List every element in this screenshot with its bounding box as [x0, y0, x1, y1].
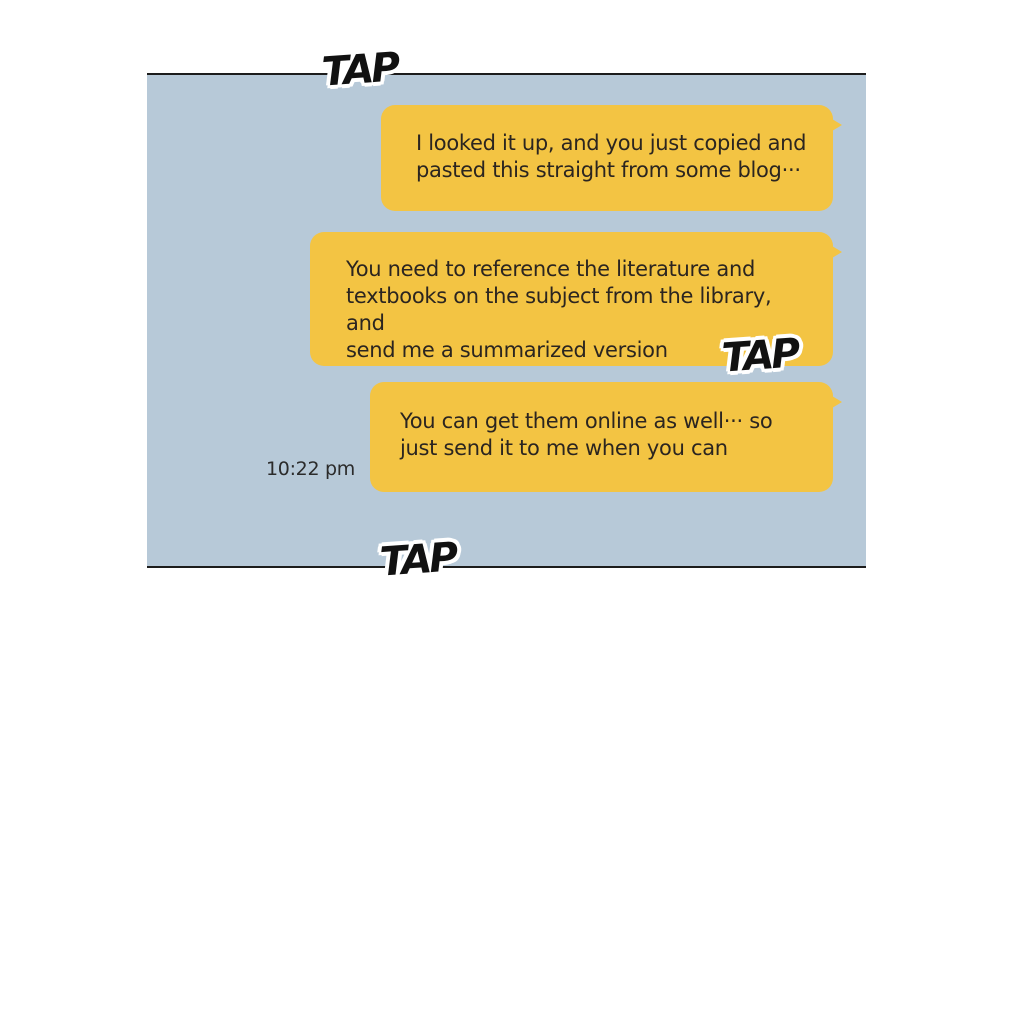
- message-bubble: [381, 105, 833, 211]
- bubble-tail: [832, 396, 842, 408]
- message-bubble: [370, 382, 833, 492]
- bubble-tail: [832, 119, 842, 131]
- comic-panel: [147, 73, 866, 568]
- bubble-tail: [832, 246, 842, 258]
- message-timestamp: 10:22 pm: [266, 458, 355, 480]
- message-text: You can get them online as well··· so just send it to me when you can: [400, 409, 773, 460]
- message-text: You need to reference the literature and textbooks on the subject from the library, and send me a summarized version: [346, 257, 772, 362]
- tap-sound-effect: TAP: [320, 44, 399, 96]
- message-text: I looked it up, and you just copied and pasted this straight from some blog···: [416, 131, 807, 182]
- tap-sound-effect: TAP: [378, 534, 457, 586]
- tap-sound-effect: TAP: [720, 330, 799, 382]
